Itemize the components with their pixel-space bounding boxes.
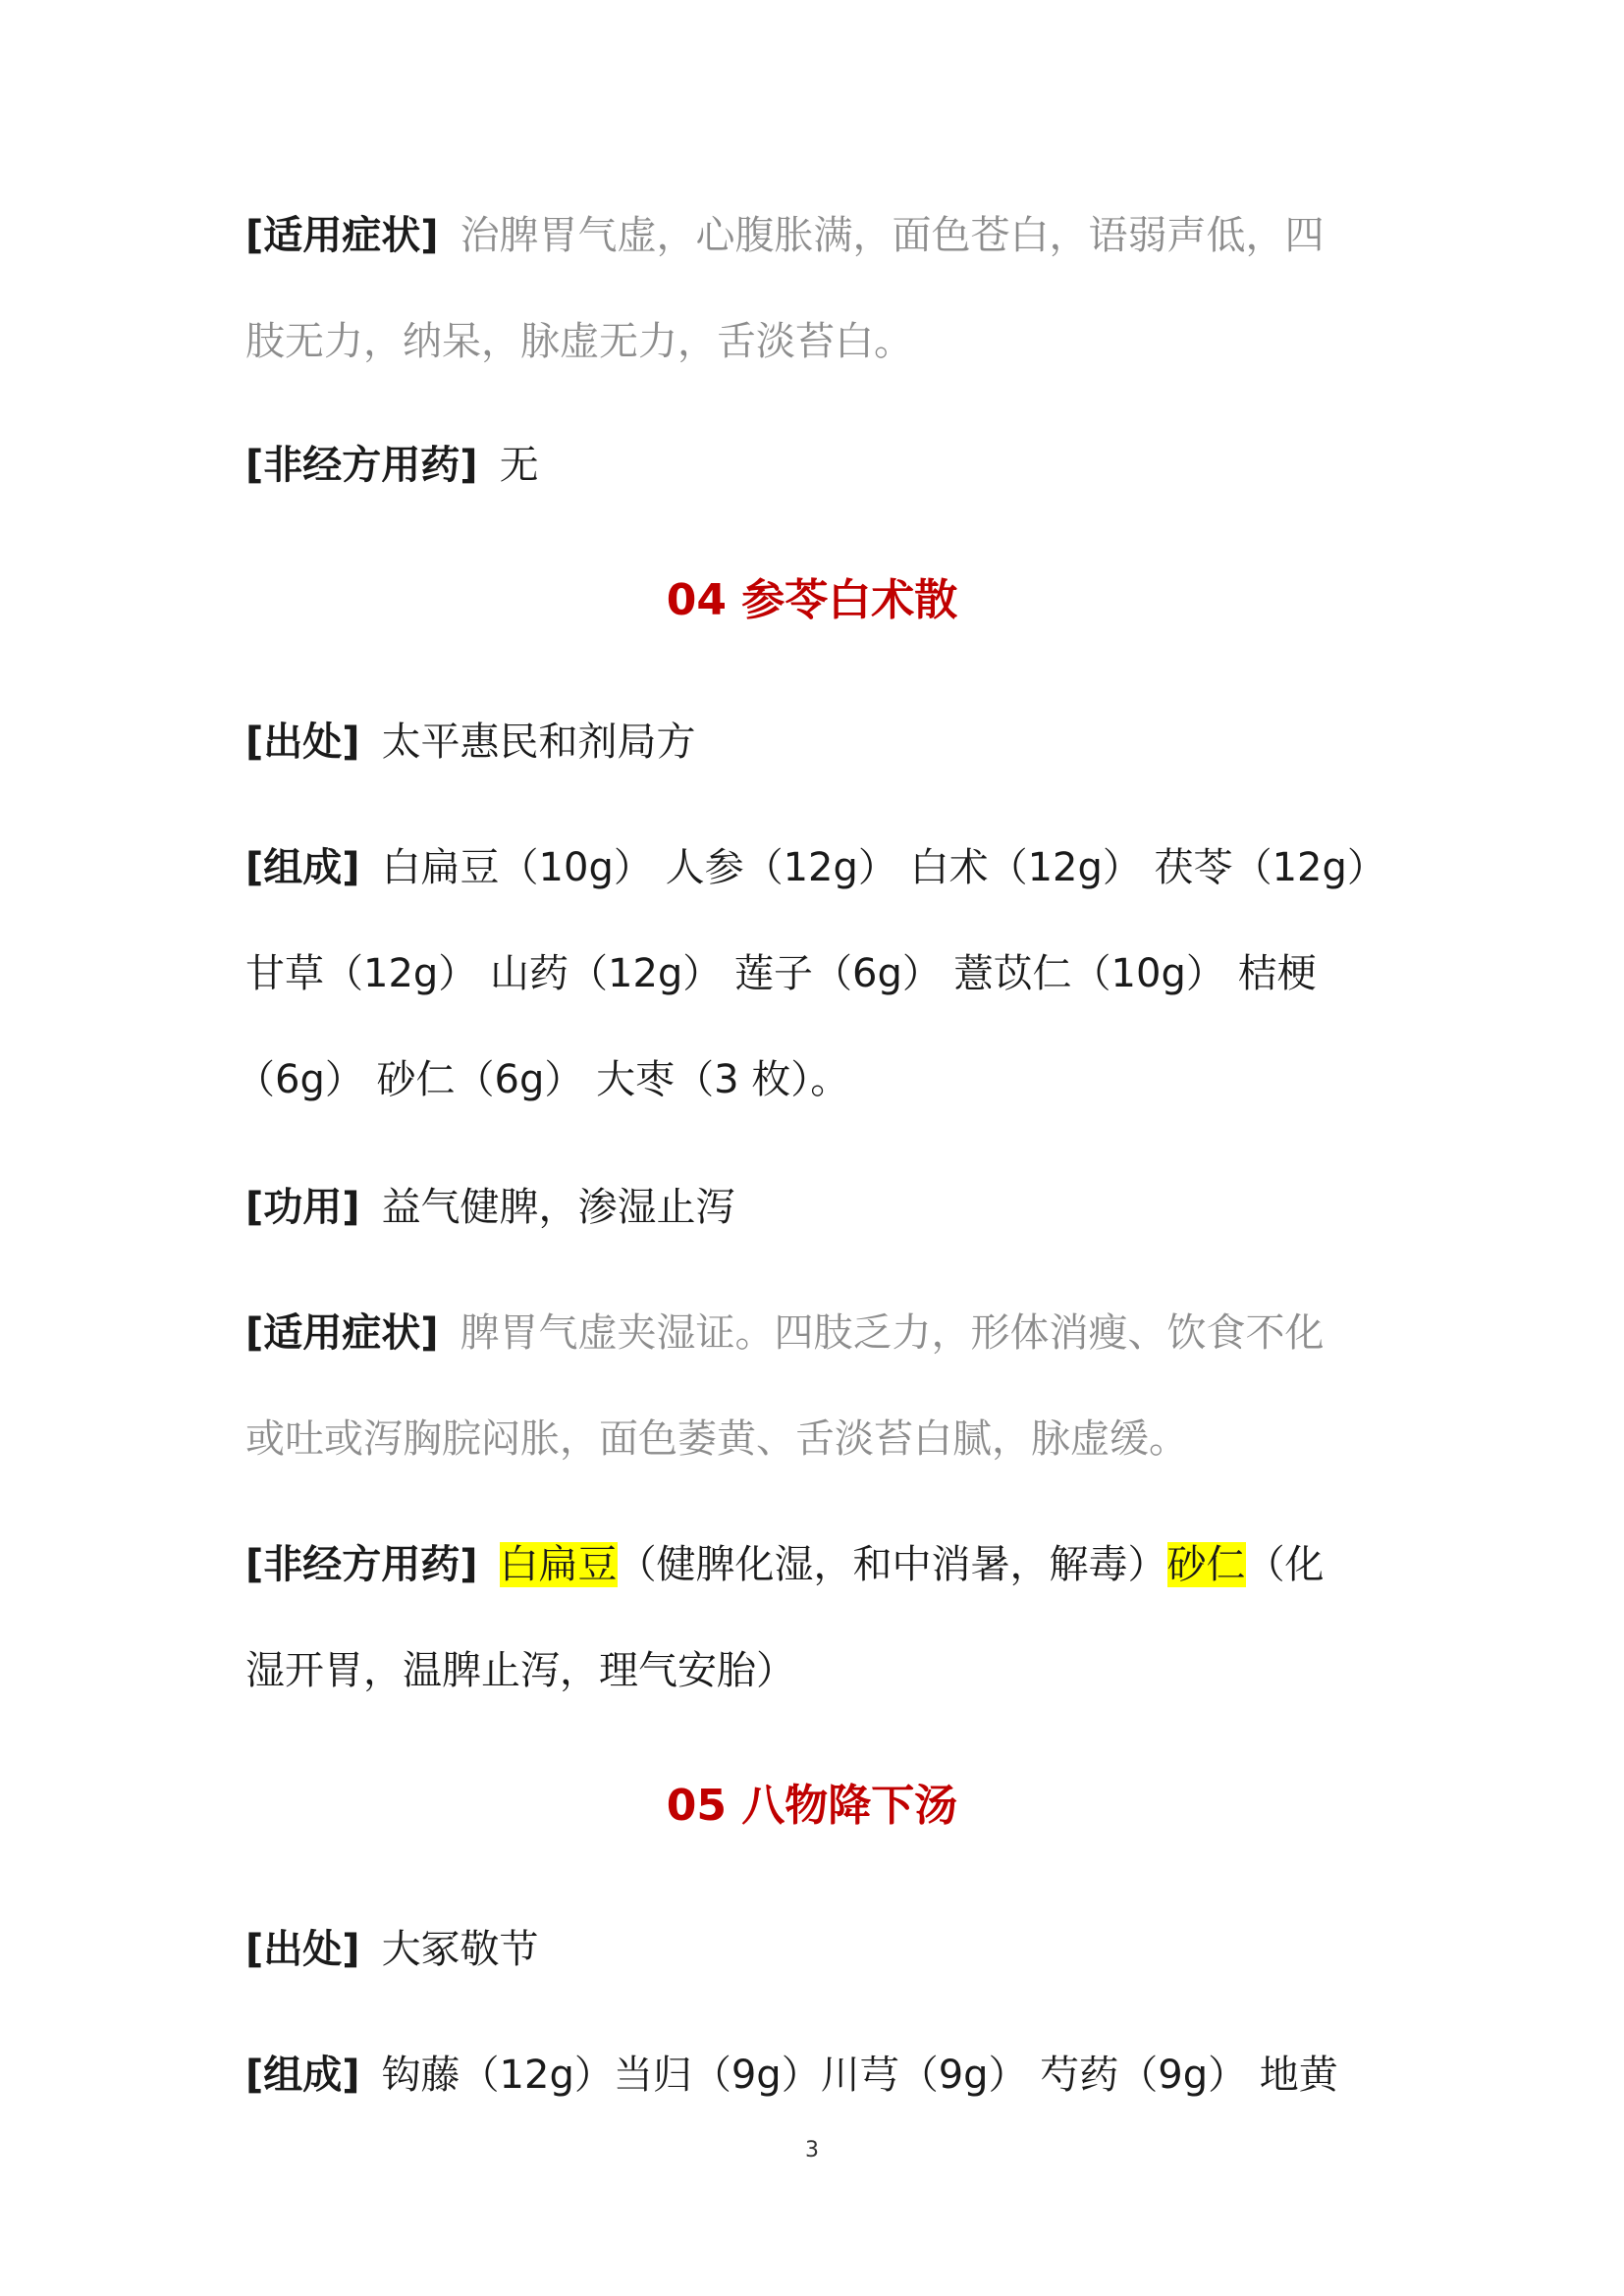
composition-text: 钩藤（12g）当归（9g）川芎（9g） 芍药（9g） 地黄 — [381, 2053, 1338, 2098]
s05-source-line — [245, 1922, 1384, 1977]
s04-source-line — [245, 715, 1384, 770]
prev-nonclassic-line — [245, 438, 1384, 493]
source-label: [出处] — [245, 1927, 360, 1972]
s04-nonclassic-line-2: 湿开胃，温脾止泻，理气安胎） — [245, 1648, 795, 1693]
prev-symptoms-line-2: 肢无力，纳呆，脉虚无力，舌淡苔白。 — [245, 319, 913, 364]
highlighted-herb-sharen: 砂仁 — [1166, 1542, 1246, 1587]
function-label: [功用] — [245, 1185, 360, 1230]
source-value: 太平惠民和剂局方 — [381, 720, 696, 765]
symptoms-label: [适用症状] — [245, 1310, 439, 1356]
s04-composition-line-2: 甘草（12g） 山药（12g） 莲子（6g） 薏苡仁（10g） 桔梗 — [245, 951, 1317, 996]
composition-label: [组成] — [245, 2053, 360, 2098]
symptoms-text: 治脾胃气虚，心腹胀满，面色苍白，语弱声低，四 — [460, 213, 1325, 258]
section-04-title: 04 参苓白术散 — [666, 575, 958, 625]
prev-symptoms-line-1 — [245, 208, 1384, 263]
composition-text: 白扁豆（10g） 人参（12g） 白术（12g） 茯苓（12g） — [381, 845, 1386, 890]
symptoms-label: [适用症状] — [245, 213, 439, 258]
s04-symptoms-line-2: 或吐或泻胸脘闷胀，面色萎黄、舌淡苔白腻，脉虚缓。 — [245, 1416, 1188, 1462]
herb-description: （健脾化湿，和中消暑，解毒） — [617, 1542, 1167, 1587]
source-label: [出处] — [245, 720, 360, 765]
nonclassic-label: [非经方用药] — [245, 1542, 478, 1587]
source-value: 大冢敬节 — [381, 1927, 539, 1972]
s04-symptoms-line-1 — [245, 1306, 1384, 1361]
symptoms-text: 脾胃气虚夹湿证。四肢乏力，形体消瘦、饮食不化 — [460, 1310, 1325, 1356]
s04-composition-line-1 — [245, 840, 1384, 895]
nonclassic-label: [非经方用药] — [245, 443, 478, 488]
nonclassic-value: 无 — [499, 443, 539, 488]
s04-function-line — [245, 1180, 1384, 1235]
s04-nonclassic-line-1 — [245, 1537, 1384, 1592]
herb-description: （化 — [1245, 1542, 1325, 1587]
s05-composition-line-1 — [245, 2048, 1384, 2103]
composition-label: [组成] — [245, 845, 360, 890]
section-05-title: 05 八物降下汤 — [666, 1781, 958, 1831]
page-number: 3 — [805, 2138, 819, 2163]
highlighted-herb-baibiandou: 白扁豆 — [499, 1542, 618, 1587]
s04-composition-line-3: （6g） 砂仁（6g） 大枣（3 枚）。 — [236, 1057, 850, 1102]
function-value: 益气健脾，渗湿止泻 — [381, 1185, 735, 1230]
